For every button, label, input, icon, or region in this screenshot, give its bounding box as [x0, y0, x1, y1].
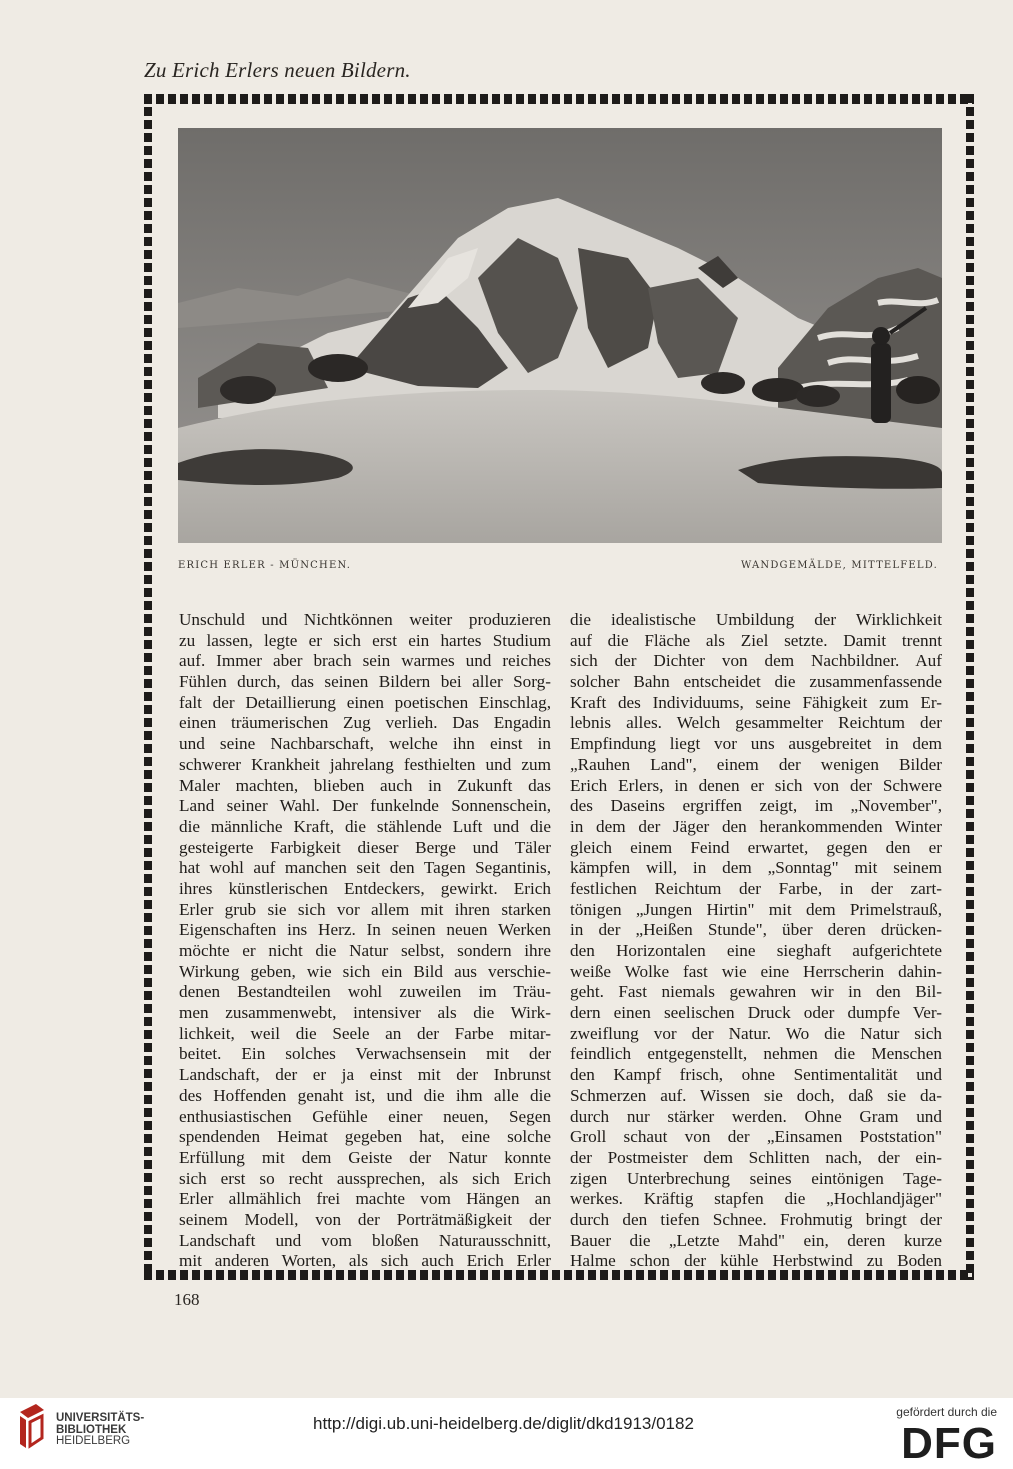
- text-line: gleich einem Feind erwartet, gegen den er: [570, 837, 942, 857]
- library-name-line1: UNIVERSITÄTS-: [56, 1412, 145, 1424]
- text-line: men zusammenwebt, intensiver als die Wirk-: [179, 1003, 551, 1023]
- text-line: des Hoffenden genaht ist, und die ihm alle die: [179, 1085, 551, 1105]
- text-line: des Daseins ergriffen zeigt, im „November",: [570, 796, 942, 816]
- text-line: „Rauhen Land", einem der wenigen Bilder: [570, 754, 942, 774]
- text-line: tönigen „Jungen Hirtin" mit dem Primelstrauß,: [570, 899, 942, 919]
- text-line: kämpfen will, in dem „Sonntag" mit seinem: [570, 858, 942, 878]
- text-line: Bauer die „Letzte Mahd" ein, deren kurze: [570, 1230, 942, 1250]
- text-column-right: [570, 610, 942, 1272]
- text-line: sich erst so recht aussprechen, als sich Erich: [179, 1168, 551, 1188]
- university-library-logo-icon: [14, 1402, 48, 1452]
- text-line: Groll schaut von der „Einsamen Poststation": [570, 1127, 942, 1147]
- text-line: Landschaft und vom bloßen Naturausschnitt,: [179, 1230, 551, 1250]
- border-top: [144, 94, 974, 104]
- text-line: Schmerzen auf. Wissen sie doch, daß sie da-: [570, 1085, 942, 1105]
- text-line: weiße Wolke fast wie eine Herrscherin dahin-: [570, 961, 942, 981]
- text-line: Erfüllung mit dem Geiste der Natur konnte: [179, 1147, 551, 1167]
- figure-caption-artist: ERICH ERLER - MÜNCHEN.: [178, 560, 352, 571]
- text-line: Eigenschaften ins Herz. In seinen neuen Werken: [179, 920, 551, 940]
- text-line: in dem der Jäger den herankommenden Winter: [570, 816, 942, 836]
- text-line: feindlich entgegenstellt, nehmen die Menschen: [570, 1044, 942, 1064]
- library-name: [56, 1413, 144, 1448]
- text-line: denen Bestandteilen wohl zuweilen im Träu-: [179, 982, 551, 1002]
- text-line: lichkeit, weil die Seele an der Farbe mitar-: [179, 1023, 551, 1043]
- library-name-line2: BIBLIOTHEK: [56, 1423, 127, 1436]
- text-line: möchte er nicht die Natur selbst, sondern ihre: [179, 941, 551, 960]
- text-line: zu lassen, legte er sich erst ein hartes Studium: [179, 630, 551, 650]
- text-line: enthusiastischen Gefühle einer neuen, Segen: [179, 1106, 551, 1126]
- text-line: den Horizontalen eine sieghaft aufgerichtete: [570, 941, 942, 960]
- text-line: Wirkung geben, wie sich ein Bild aus verschie-: [179, 961, 551, 981]
- text-line: geht. Fast niemals gewahren wir in den Bil-: [570, 982, 942, 1002]
- painting-image: [178, 128, 942, 543]
- text-line: Erler allmählich frei machte vom Hängen an: [179, 1189, 551, 1209]
- text-line: ihres künstlerischen Entdeckers, gewirkt. Erich: [179, 878, 551, 898]
- text-column-left: [179, 610, 551, 1272]
- text-line: lebnis alles. Welch gesammelter Reichtum der: [570, 713, 942, 733]
- source-url-link[interactable]: http://digi.ub.uni-heidelberg.de/diglit/dkd1913/0182: [313, 1414, 694, 1433]
- text-line: Erler grub sie sich vor allem mit ihren starken: [179, 899, 551, 919]
- text-line: einen träumerischen Zug verlieh. Das Engadin: [179, 713, 551, 733]
- text-line: auf die Fläche als Ziel setzte. Damit trennt: [570, 630, 942, 650]
- text-line: zigen Unterbrechung seines eintönigen Tage-: [570, 1168, 942, 1188]
- library-name-line3: HEIDELBERG: [56, 1435, 131, 1447]
- figure-caption-title: WANDGEMÄLDE, MITTELFELD.: [740, 560, 938, 571]
- text-line: zweiflung vor der Natur. Wo die Natur sich: [570, 1023, 942, 1043]
- text-line: der Postmeister dem Schlitten nach, der ein-: [570, 1147, 942, 1167]
- text-line: Landschaft, der er ja einst mit der Inbrunst: [179, 1065, 551, 1085]
- mountain-landscape-illustration: [178, 128, 942, 543]
- text-line: Erich Erlers, in denen er sich von der Schwere: [570, 775, 942, 795]
- text-line: werkes. Kräftig stapfen die „Hochlandjäger": [570, 1189, 942, 1209]
- text-line: auf. Immer aber brach sein warmes und reiches: [179, 651, 551, 671]
- text-line: durch den tiefen Schnee. Frohmutig bringt der: [570, 1209, 942, 1229]
- text-line: in der „Heißen Stunde", über deren drücken-: [570, 920, 942, 940]
- text-line: Halme schon der kühle Herbstwind zu Boden: [570, 1251, 942, 1271]
- text-line: und seine Nachbarschaft, welche ihn einst in: [179, 734, 551, 754]
- text-line: hat wohl auf manchen seit den Tagen Segantinis,: [179, 858, 551, 878]
- text-line: solcher Bahn entscheidet die zusammenfassende: [570, 672, 942, 692]
- funding-note: gefördert durch die: [896, 1405, 997, 1419]
- text-line: falt der Detaillierung einen poetischen Einschlag,: [179, 692, 551, 712]
- text-line: spendenden Heimat gegeben hat, eine solche: [179, 1127, 551, 1147]
- text-line: mit anderen Worten, als sich auch Erich Erler: [179, 1251, 551, 1271]
- text-line: dern einen seelischen Druck oder dumpfe Ver-: [570, 1003, 942, 1023]
- text-line: den Kampf frisch, ohne Sentimentalität und: [570, 1065, 942, 1085]
- page-number: 168: [174, 1290, 200, 1309]
- text-line: gesteigerte Farbigkeit dieser Berge und Täler: [179, 837, 551, 857]
- text-line: sich der Dichter von dem Nachbildner. Auf: [570, 651, 942, 671]
- border-right: [966, 94, 974, 1280]
- text-line: Unschuld und Nichtkönnen weiter produzieren: [179, 610, 551, 629]
- running-head: Zu Erich Erlers neuen Bildern.: [144, 58, 411, 82]
- text-line: beitet. Ein solches Verwachsensein mit der: [179, 1044, 551, 1064]
- border-left: [144, 94, 152, 1280]
- text-line: Land seiner Wahl. Der funkelnde Sonnenschein,: [179, 796, 551, 816]
- text-line: Maler machten, blieben auch in Zukunft das: [179, 775, 551, 795]
- text-line: seinem Modell, von der Porträtmäßigkeit der: [179, 1209, 551, 1229]
- text-line: Fühlen durch, das seinen Bildern bei aller Sorg-: [179, 672, 551, 692]
- text-line: Empfindung liegt vor uns ausgebreitet in dem: [570, 734, 942, 754]
- dfg-logo: DFG: [901, 1419, 997, 1468]
- text-line: Kraft des Individuums, seine Fähigkeit zum Er-: [570, 692, 942, 712]
- text-line: die idealistische Umbildung der Wirklichkeit: [570, 610, 942, 629]
- text-line: schwerer Krankheit jahrelang festhielten und zum: [179, 754, 551, 774]
- text-line: festlichen Reichtum der Farbe, in der zart-: [570, 878, 942, 898]
- text-line: durch nur stärker werden. Ohne Gram und: [570, 1106, 942, 1126]
- text-line: die männliche Kraft, die stählende Luft und die: [179, 816, 551, 836]
